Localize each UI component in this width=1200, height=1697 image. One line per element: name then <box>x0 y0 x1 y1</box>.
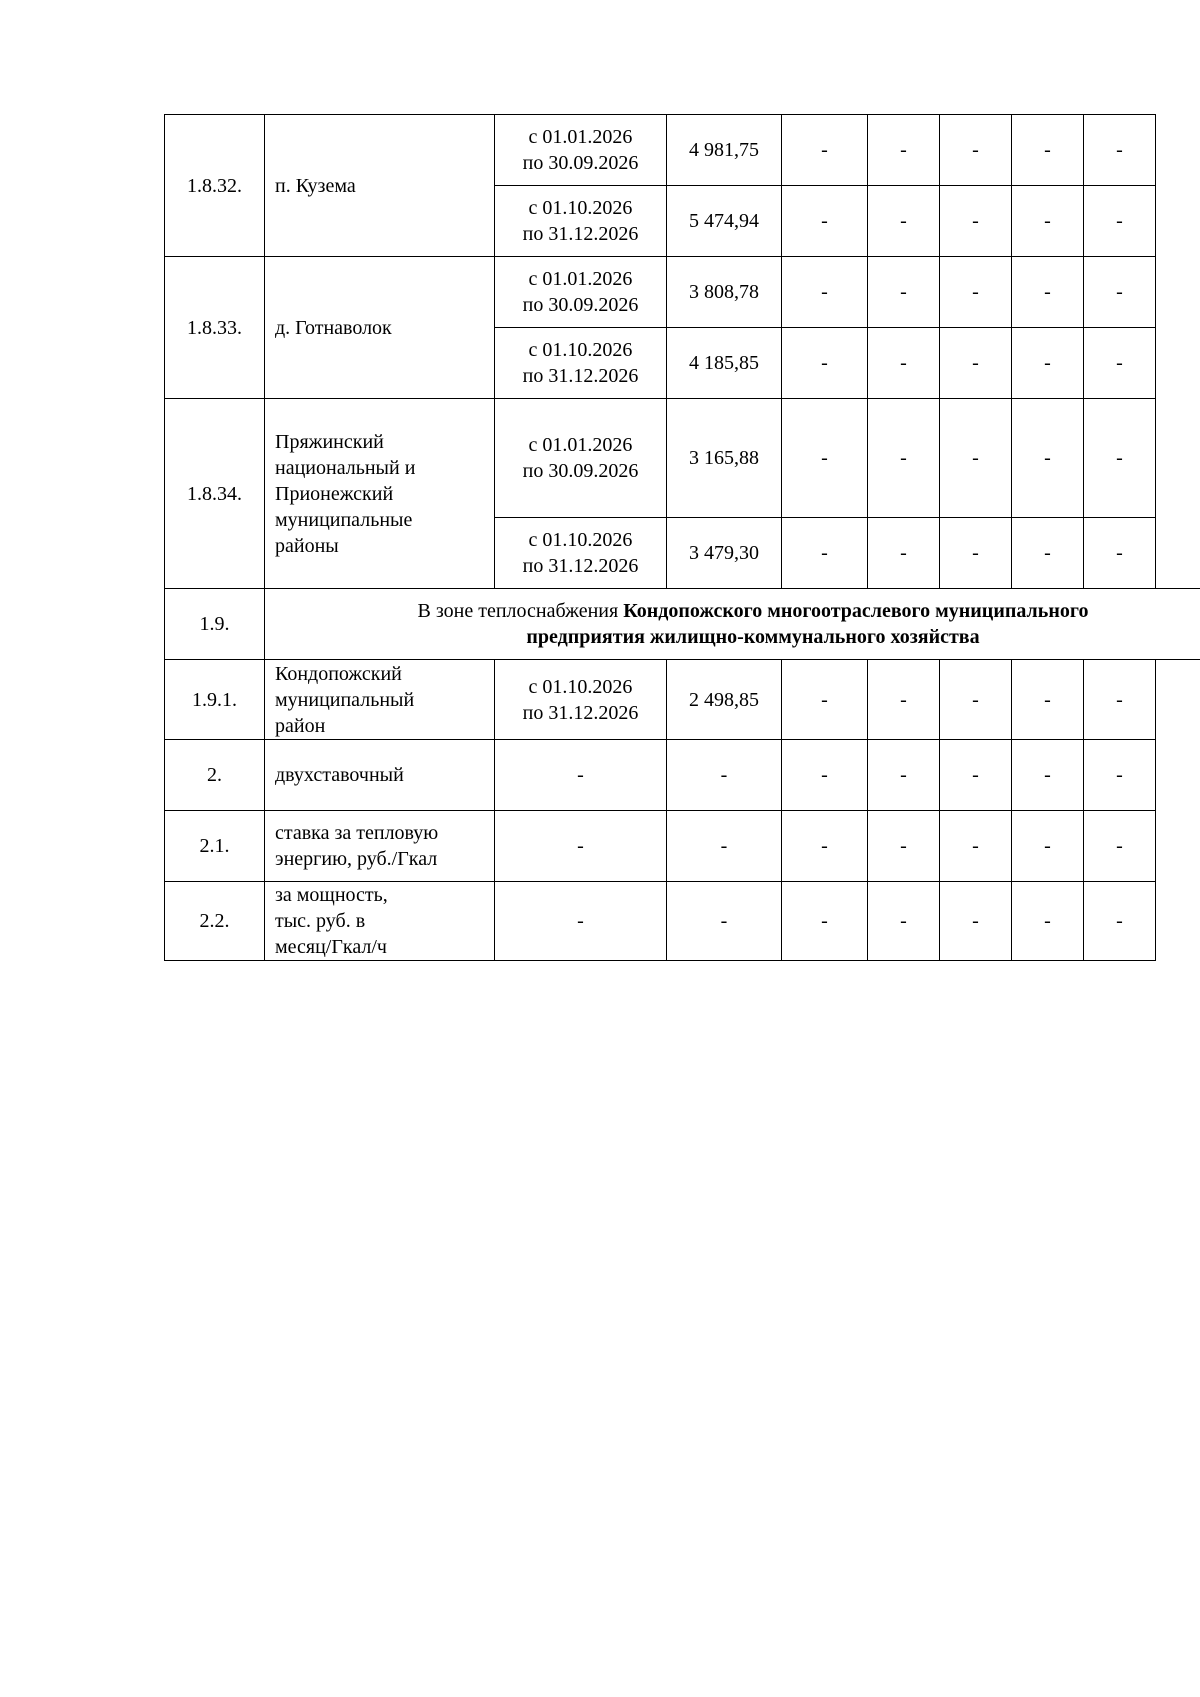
zone-prefix: В зоне теплоснабжения <box>417 600 624 622</box>
row-number: 2.1. <box>165 811 265 882</box>
empty-cell: - <box>868 399 940 518</box>
empty-cell: - <box>868 660 940 740</box>
empty-cell: - <box>667 811 782 882</box>
territory-name-line: Прионежский <box>275 482 394 505</box>
empty-cell: - <box>1084 399 1156 518</box>
period-from: с 01.10.2026 <box>528 529 633 551</box>
rate-name-line: энергию, руб./Гкал <box>275 848 438 870</box>
rate-name-line: тыс. руб. в <box>275 910 366 932</box>
empty-cell: - <box>1084 811 1156 882</box>
zone-org-name-cont: предприятия жилищно-коммунального хозяйства <box>526 626 980 648</box>
territory-name-line: муниципальные <box>275 508 413 531</box>
period-cell <box>495 399 667 518</box>
row-number: 2. <box>165 740 265 811</box>
territory-name: д. Готнаволок <box>265 257 495 399</box>
empty-cell: - <box>782 186 868 257</box>
empty-cell: - <box>1084 257 1156 328</box>
empty-cell: - <box>1012 328 1084 399</box>
empty-cell: - <box>1012 518 1084 589</box>
zone-header-line <box>271 598 1200 624</box>
territory-name <box>265 660 495 740</box>
row-number: 1.9. <box>165 589 265 660</box>
empty-cell: - <box>1084 115 1156 186</box>
empty-cell: - <box>667 740 782 811</box>
empty-cell: - <box>1012 811 1084 882</box>
tariff-value: 4 185,85 <box>667 328 782 399</box>
period-from: с 01.10.2026 <box>528 675 633 698</box>
empty-cell: - <box>782 740 868 811</box>
tariff-value: 3 808,78 <box>667 257 782 328</box>
empty-cell: - <box>782 811 868 882</box>
empty-cell: - <box>782 257 868 328</box>
table-row <box>165 882 1200 961</box>
empty-cell: - <box>1084 882 1156 961</box>
empty-cell: - <box>940 660 1012 740</box>
table-row <box>165 660 1200 740</box>
empty-cell: - <box>868 740 940 811</box>
territory-name-line: национальный и <box>275 456 416 479</box>
period-from: с 01.01.2026 <box>528 268 633 290</box>
empty-cell: - <box>940 257 1012 328</box>
period-cell <box>495 186 667 257</box>
empty-cell: - <box>868 186 940 257</box>
tariff-value: 2 498,85 <box>667 660 782 740</box>
period-cell <box>495 257 667 328</box>
empty-cell: - <box>782 399 868 518</box>
empty-cell: - <box>495 811 667 882</box>
zone-org-name: Кондопожского многоотраслевого муниципального <box>623 600 1089 622</box>
period-to: по 31.12.2026 <box>522 701 639 724</box>
empty-cell: - <box>1084 740 1156 811</box>
territory-name: п. Кузема <box>265 115 495 257</box>
empty-cell: - <box>667 882 782 961</box>
territory-name-line: Пряжинский <box>275 430 384 453</box>
period-from: с 01.01.2026 <box>528 434 633 456</box>
rate-name <box>265 811 495 882</box>
empty-cell: - <box>1084 660 1156 740</box>
empty-cell: - <box>782 518 868 589</box>
period-to: по 31.12.2026 <box>522 555 639 577</box>
table-row <box>165 257 1200 328</box>
territory-name-line: Кондопожский <box>275 662 402 685</box>
table-row <box>165 115 1200 186</box>
period-cell <box>495 115 667 186</box>
empty-cell: - <box>940 740 1012 811</box>
table-row <box>165 740 1200 811</box>
empty-cell: - <box>495 740 667 811</box>
empty-cell: - <box>782 882 868 961</box>
empty-cell: - <box>868 882 940 961</box>
empty-cell: - <box>782 115 868 186</box>
empty-cell: - <box>1084 518 1156 589</box>
row-number: 1.8.34. <box>165 399 265 589</box>
rate-name-line: месяц/Гкал/ч <box>275 936 387 958</box>
tariff-table <box>164 114 1200 961</box>
empty-cell: - <box>940 518 1012 589</box>
territory-name-line: районы <box>275 534 339 557</box>
period-to: по 30.09.2026 <box>522 294 639 316</box>
empty-cell: - <box>1012 257 1084 328</box>
period-to: по 30.09.2026 <box>522 152 639 174</box>
tariff-value: 4 981,75 <box>667 115 782 186</box>
tariff-value: 3 479,30 <box>667 518 782 589</box>
table-row <box>165 399 1200 518</box>
empty-cell: - <box>1084 186 1156 257</box>
period-cell <box>495 328 667 399</box>
row-number: 1.8.32. <box>165 115 265 257</box>
table-row <box>165 811 1200 882</box>
empty-cell: - <box>868 811 940 882</box>
period-from: с 01.10.2026 <box>528 339 633 361</box>
empty-cell: - <box>940 328 1012 399</box>
empty-cell: - <box>940 399 1012 518</box>
rate-name <box>265 882 495 961</box>
empty-cell: - <box>868 115 940 186</box>
table-row <box>165 589 1200 660</box>
empty-cell: - <box>1012 740 1084 811</box>
empty-cell: - <box>868 518 940 589</box>
empty-cell: - <box>940 115 1012 186</box>
period-cell <box>495 518 667 589</box>
empty-cell: - <box>1012 115 1084 186</box>
territory-name-line: муниципальный <box>275 688 415 711</box>
empty-cell: - <box>1012 660 1084 740</box>
territory-name-line: район <box>275 714 326 737</box>
rate-name-line: за мощность, <box>275 884 388 906</box>
tariff-value: 3 165,88 <box>667 399 782 518</box>
period-to: по 31.12.2026 <box>522 223 639 245</box>
period-from: с 01.10.2026 <box>528 197 633 219</box>
empty-cell: - <box>868 328 940 399</box>
territory-name <box>265 399 495 589</box>
period-from: с 01.01.2026 <box>528 126 633 148</box>
period-to: по 31.12.2026 <box>522 365 639 387</box>
empty-cell: - <box>940 882 1012 961</box>
empty-cell: - <box>1012 186 1084 257</box>
empty-cell: - <box>1012 399 1084 518</box>
empty-cell: - <box>940 811 1012 882</box>
rate-name-line: ставка за тепловую <box>275 822 439 844</box>
empty-cell: - <box>868 257 940 328</box>
empty-cell: - <box>782 660 868 740</box>
row-number: 2.2. <box>165 882 265 961</box>
period-to: по 30.09.2026 <box>522 460 639 482</box>
empty-cell: - <box>940 186 1012 257</box>
row-number: 1.9.1. <box>165 660 265 740</box>
tariff-type: двухставочный <box>265 740 495 811</box>
empty-cell: - <box>1012 882 1084 961</box>
tariff-value: 5 474,94 <box>667 186 782 257</box>
empty-cell: - <box>1084 328 1156 399</box>
empty-cell: - <box>782 328 868 399</box>
period-cell <box>495 660 667 740</box>
zone-header <box>265 589 1200 660</box>
row-number: 1.8.33. <box>165 257 265 399</box>
empty-cell: - <box>495 882 667 961</box>
